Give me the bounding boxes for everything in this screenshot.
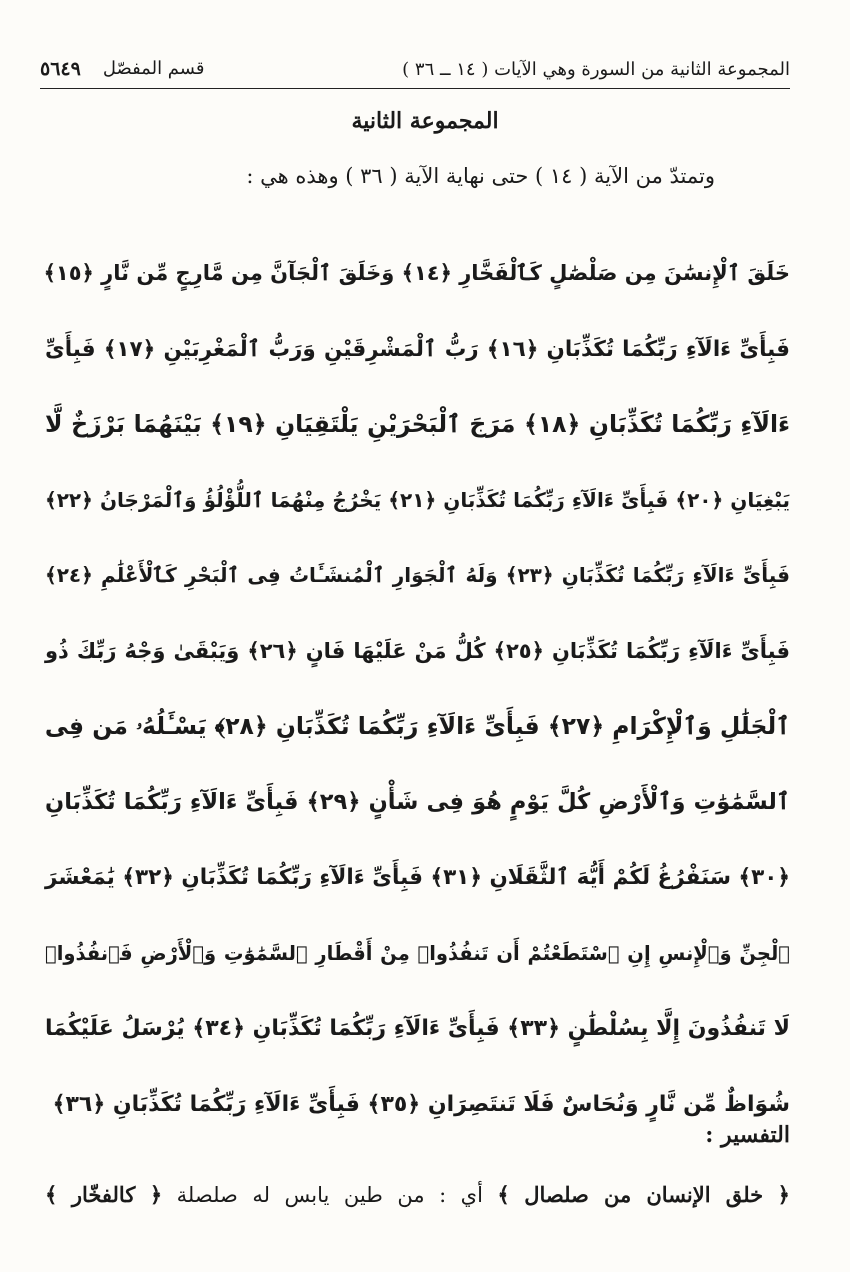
verse-line: فَبِأَىِّ ءَالَآءِ رَبِّكُمَا تُكَذِّبَانِ ﴿١٦﴾ رَبُّ ٱلْمَشْرِقَيْنِ وَرَبُّ ٱلْمَغْرِبَيْنِ ﴿١٧﴾ فَبِأَىِّ [45, 336, 790, 362]
verse-line: لَا تَنفُذُونَ إِلَّا بِسُلْطَٰنٍ ﴿٣٣﴾ فَبِأَىِّ ءَالَآءِ رَبِّكُمَا تُكَذِّبَانِ ﴿٣٤﴾ يُرْسَلُ عَلَيْكُمَا [45, 1016, 790, 1041]
verse-line: ﴿٣٠﴾ سَنَفْرُغُ لَكُمْ أَيُّهَ ٱلثَّقَلَانِ ﴿٣١﴾ فَبِأَىِّ ءَالَآءِ رَبِّكُمَا تُكَذِّبَانِ ﴿٣٢﴾ يَٰمَعْشَرَ [45, 865, 790, 890]
verse-line: يَبْغِيَانِ ﴿٢٠﴾ فَبِأَىِّ ءَالَآءِ رَبِّكُمَا تُكَذِّبَانِ ﴿٢١﴾ يَخْرُجُ مِنْهُمَا ٱللُّؤْلُؤُ وَٱلْمَرْجَانُ ﴿٢٢﴾ [45, 487, 791, 512]
tafsir-term: خلق الإنسان من صلصال [524, 1182, 764, 1207]
tafsir-first-line [45, 1182, 790, 1207]
verse-line: ءَالَآءِ رَبِّكُمَا تُكَذِّبَانِ ﴿١٨﴾ مَرَجَ ٱلْبَحْرَيْنِ يَلْتَقِيَانِ ﴿١٩﴾ بَيْنَهُمَا بَرْزَخٌ لَّا [45, 410, 791, 438]
ornate-bracket-open: ﴿ [777, 1182, 790, 1207]
tafsir-heading: التفسير : [705, 1122, 790, 1148]
page-number: ٥٦٤٩ [40, 58, 81, 80]
verse-line: ٱلْجِنِّ وَٱلْإِنسِ إِنِ ٱسْتَطَعْتُمْ أَن تَنفُذُوا۟ مِنْ أَقْطَارِ ٱلسَّمَٰوَٰتِ وَٱلْأَرْضِ فَٱنفُذُوا۟ [45, 941, 790, 965]
verse-line: فَبِأَىِّ ءَالَآءِ رَبِّكُمَا تُكَذِّبَانِ ﴿٢٥﴾ كُلُّ مَنْ عَلَيْهَا فَانٍ ﴿٢٦﴾ وَيَبْقَىٰ وَجْهُ رَبِّكَ ذُو [45, 638, 790, 663]
group-title: المجموعة الثانية [351, 108, 499, 134]
verse-line: ٱلسَّمَٰوَٰتِ وَٱلْأَرْضِ كُلَّ يَوْمٍ هُوَ فِى شَأْنٍ ﴿٢٩﴾ فَبِأَىِّ ءَالَآءِ رَبِّكُمَا تُكَذِّبَانِ [45, 788, 790, 815]
ornate-bracket-close: ﴾ [45, 1182, 58, 1207]
quran-verses-block [45, 236, 790, 1142]
group-subtitle: وتمتدّ من الآية ( ١٤ ) حتى نهاية الآية ( ٣٦ ) وهذه هي : [246, 164, 715, 188]
verse-line: فَبِأَىِّ ءَالَآءِ رَبِّكُمَا تُكَذِّبَانِ ﴿٢٣﴾ وَلَهُ ٱلْجَوَارِ ٱلْمُنشَـَٔاتُ فِى ٱلْبَحْرِ كَٱلْأَعْلَٰمِ ﴿٢٤﴾ [45, 563, 790, 587]
section-name: قسم المفصّل [102, 58, 205, 79]
ornate-bracket-open: ﴿ [149, 1182, 163, 1207]
running-title: المجموعة الثانية من السورة وهي الآيات ( ١٤ ــ ٣٦ ) [402, 58, 790, 80]
tafsir-term: كالفخّار [71, 1182, 136, 1207]
verse-line: ٱلْجَلَٰلِ وَٱلْإِكْرَامِ ﴿٢٧﴾ فَبِأَىِّ ءَالَآءِ رَبِّكُمَا تُكَذِّبَانِ ﴿٢٨﴾ يَسْـَٔلُهُۥ مَن فِى [44, 712, 790, 740]
verse-line: شُوَاظٌ مِّن نَّارٍ وَنُحَاسٌ فَلَا تَنتَصِرَانِ ﴿٣٥﴾ فَبِأَىِّ ءَالَآءِ رَبِّكُمَا تُكَذِّبَانِ ﴿٣٦﴾ [52, 1091, 790, 1117]
running-header [40, 50, 790, 89]
tafsir-explanation: أي : من طين يابس له صلصلة [176, 1183, 483, 1207]
verse-line: خَلَقَ ٱلْإِنسَٰنَ مِن صَلْصَٰلٍ كَٱلْفَخَّارِ ﴿١٤﴾ وَخَلَقَ ٱلْجَآنَّ مِن مَّارِجٍ مِّن نَّارٍ ﴿١٥﴾ [43, 261, 790, 285]
header-left-group [40, 58, 204, 80]
ornate-bracket-close: ﴾ [497, 1182, 510, 1207]
